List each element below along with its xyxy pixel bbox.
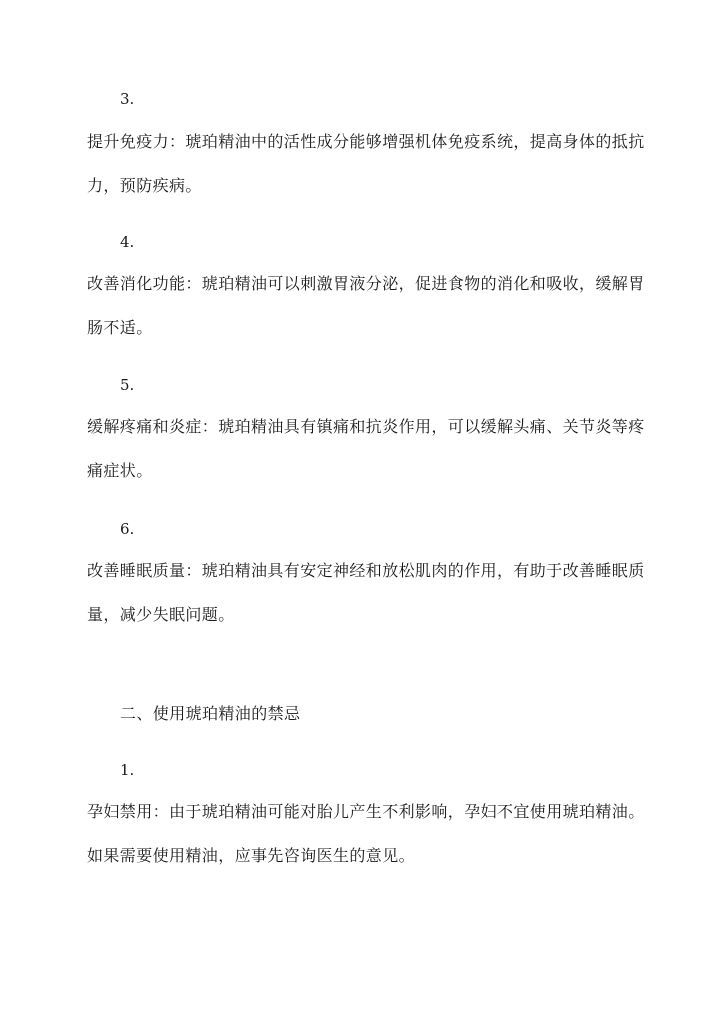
item-number: 5.	[120, 376, 135, 394]
item-paragraph: 改善睡眠质量：琥珀精油具有安定神经和放松肌肉的作用，有助于改善睡眠质量，减少失眠问题。	[87, 561, 645, 624]
item-paragraph: 提升免疫力：琥珀精油中的活性成分能够增强机体免疫系统，提高身体的抵抗力，预防疾病。	[87, 132, 645, 195]
item-number: 3.	[120, 90, 135, 108]
section-heading: 二、使用琥珀精油的禁忌	[120, 704, 301, 723]
item-paragraph: 改善消化功能：琥珀精油可以刺激胃液分泌，促进食物的消化和吸收，缓解胃肠不适。	[87, 274, 645, 337]
item-number: 6.	[120, 520, 135, 538]
item-number: 4.	[120, 233, 135, 251]
item-paragraph: 孕妇禁用：由于琥珀精油可能对胎儿产生不利影响，孕妇不宜使用琥珀精油。如果需要使用精油，应事先咨询医生的意见。	[87, 802, 645, 865]
item-number: 1.	[120, 761, 135, 779]
item-paragraph: 缓解疼痛和炎症：琥珀精油具有镇痛和抗炎作用，可以缓解头痛、关节炎等疼痛症状。	[87, 417, 645, 480]
